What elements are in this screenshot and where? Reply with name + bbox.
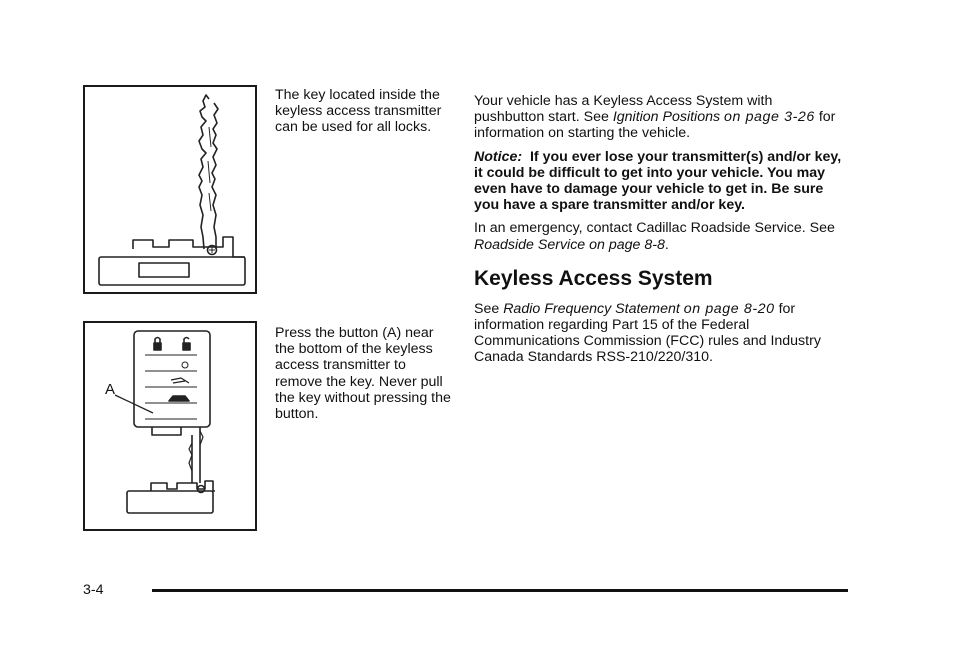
intro-paragraph (474, 93, 846, 142)
notice-label: Notice: (474, 148, 523, 165)
radio-frequency-ref[interactable] (503, 301, 774, 317)
key-illustration (83, 85, 257, 294)
radio-ref-page[interactable]: on page 8-20 (683, 300, 775, 317)
footer-rule (152, 589, 848, 592)
right-column (474, 93, 846, 373)
intro-after: for information on starting the vehicle. (474, 109, 836, 142)
ignition-positions-ref[interactable] (613, 109, 815, 125)
page-number: 3-4 (83, 582, 104, 598)
emergency-after: . (664, 236, 669, 253)
section-heading: Keyless Access System (474, 266, 713, 290)
statement-paragraph (474, 301, 846, 366)
radio-ref-title[interactable]: Radio Frequency Statement (503, 300, 680, 317)
statement-after: for information regarding Part 15 of the Federal Communications Commission (FCC) rules and Industry Canada Standards RSS-210/220/310. (474, 300, 821, 366)
emergency-paragraph (474, 220, 846, 252)
intro-text: Your vehicle has a Keyless Access System with pushbutton start. See (474, 93, 773, 126)
key-drawing (85, 87, 255, 292)
roadside-service-ref[interactable]: Roadside Service on page 8-8 (474, 236, 665, 253)
emergency-text: In an emergency, contact Cadillac Roadside Service. See (474, 220, 835, 237)
ignition-ref-page[interactable]: on page 3-26 (724, 109, 815, 126)
notice-paragraph (474, 149, 846, 214)
figure2-caption: Press the button (A) near the bottom of the keyless access transmitter to remove the key. Never pull the key without pressing the button. (275, 325, 451, 423)
callout-label-a: A (105, 381, 116, 398)
transmitter-illustration (83, 321, 257, 531)
transmitter-drawing (85, 323, 255, 529)
figure1-caption: The key located inside the keyless access transmitter can be used for all locks. (275, 87, 442, 136)
ignition-ref-title[interactable]: Ignition Positions (612, 109, 721, 126)
statement-pre: See (474, 300, 504, 317)
notice-text: If you ever lose your transmitter(s) and/or key, it could be difficult to get into your vehicle. You may even have to damage your vehicle to get in. Be sure you have a spare transmitter and/or key. (474, 148, 842, 214)
